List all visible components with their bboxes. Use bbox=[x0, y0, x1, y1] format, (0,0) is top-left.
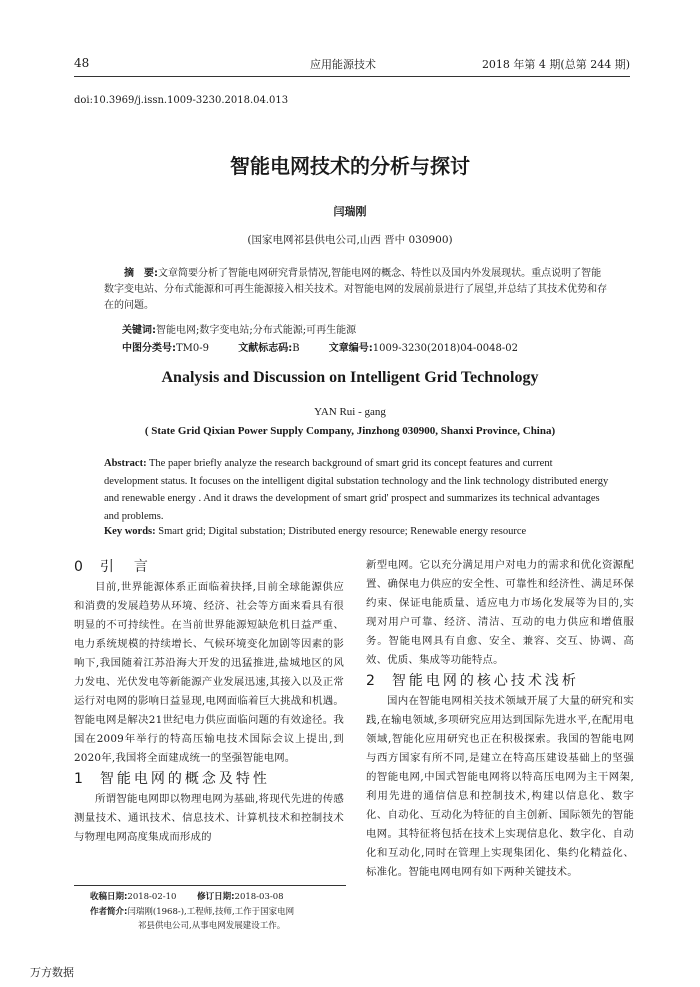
footnote-dates bbox=[90, 890, 284, 904]
english-abstract bbox=[104, 455, 609, 525]
section-0-number: 0 bbox=[74, 559, 86, 575]
section-1-continuation: 新型电网。它以充分满足用户对电力的需求和优化资源配置、确保电力供应的安全性、可靠性和经济性、满足环保约束、保证电能质量、适应电力市场化发展等为目的,实现对用户可靠、经济、清洁、互动的电力供应和增值服务。智能电网具有自愈、安全、兼容、交互、协调、高效、优质、集成等功能特点。 bbox=[366, 559, 634, 666]
footnote-bio bbox=[90, 905, 345, 933]
abstract-cn-text: 文章简要分析了智能电网研究背景情况,智能电网的概念、特性以及国内外发展现状。重点说明了智能数字变电站、分布式能源和可再生能源接入相关技术。对智能电网的发展前景进行了展望,并总结了其技术优势和存在的问题。 bbox=[104, 268, 608, 311]
article-no-label: 文章编号: bbox=[328, 343, 373, 354]
section-1-heading bbox=[74, 768, 344, 790]
right-column bbox=[366, 556, 634, 936]
bio-label: 作者简介: bbox=[90, 907, 128, 917]
affiliation: (国家电网祁县供电公司,山西 晋中 030900) bbox=[247, 234, 453, 246]
doc-code-label: 文献标志码: bbox=[238, 343, 293, 354]
doc-code-value: B bbox=[292, 343, 300, 354]
header-rule bbox=[74, 76, 630, 77]
abstract-cn-label: 摘 要: bbox=[124, 268, 158, 279]
section-1-title: 智能电网的概念及特性 bbox=[99, 771, 270, 787]
paper-title: 智能电网技术的分析与探讨 bbox=[230, 154, 470, 178]
journal-name: 应用能源技术 bbox=[310, 58, 376, 71]
author: 闫瑞刚 bbox=[333, 205, 367, 218]
revised-label: 修订日期: bbox=[197, 892, 235, 902]
issue-info: 2018 年第 4 期(总第 244 期) bbox=[481, 58, 630, 71]
keywords-cn-text: 智能电网;数字变电站;分布式能源;可再生能源 bbox=[156, 325, 357, 336]
english-affiliation: ( State Grid Qixian Power Supply Company, Jinzhong 030900, Shanxi Province, China) bbox=[144, 425, 556, 437]
section-2-paragraph: 国内在智能电网相关技术领域开展了大量的研究和实践,在输电领域,多项研究应用达到国际先进水平,在配用电领域,智能化应用研究也正在积极探索。我国的智能电网与西方国家有所不同,是建立在特高压建设基础上的坚强的智能电网,中国式智能电网将以特高压电网为主干网架,利用先进的通信信息和控制技术,构建以信息化、数字化、自动化、互动化为特征的自主创新、国际领先的智能电网。其特征将包括在技术上实现信息化、数字化、自动化和互动化,同时在管理上实现集团化、集约化精益化、标准化。智能电网电网有如下两种关键技术。 bbox=[366, 695, 634, 878]
revised-date: 2018-03-08 bbox=[234, 892, 284, 902]
received-label: 收稿日期: bbox=[90, 892, 128, 902]
keywords-cn bbox=[122, 321, 356, 336]
english-keywords-label: Key words: bbox=[104, 526, 156, 537]
section-1-number: 1 bbox=[74, 771, 86, 787]
abstract-cn bbox=[104, 266, 609, 314]
english-author: YAN Rui - gang bbox=[314, 406, 386, 418]
bio-line-2: 祁县供电公司,从事电网发展建设工作。 bbox=[138, 921, 286, 931]
english-abstract-label: Abstract: bbox=[104, 458, 147, 469]
clc-value: TM0-9 bbox=[176, 343, 210, 354]
left-column bbox=[74, 556, 344, 886]
doi[interactable]: doi:10.3969/j.issn.1009-3230.2018.04.013 bbox=[74, 95, 289, 106]
footnote-rule bbox=[74, 885, 346, 886]
keywords-cn-label: 关键词: bbox=[122, 325, 156, 336]
section-2-number: 2 bbox=[366, 673, 378, 689]
bio-line-1: 闫瑞刚(1968-),工程师,技师,工作于国家电网 bbox=[127, 907, 295, 917]
english-keywords-text: Smart grid; Digital substation; Distributed energy resource; Renewable energy resource bbox=[158, 526, 527, 537]
section-0-heading bbox=[74, 556, 344, 578]
section-0-paragraph: 目前,世界能源体系正面临着抉择,目前全球能源供应和消费的发展趋势从环境、经济、社会等方面来看具有很明显的不可持续性。在当前世界能源短缺危机日益严重、电力系统规模的持续增长、气候环境变化加剧等因素的影响下,我国随着江苏沿海大开发的迅猛推进,盐城地区的风力发电、光伏发电等新能源产业发展迅速,其接入以及正常运行对电网的影响日益显现,电网面临着巨大挑战和机遇。智能电网是解决21世纪电力供应面临问题的有效途径。我国在2009年举行的特高压输电技术国际会议上提出,到2020年,我国将全面建成统一的坚强智能电网。 bbox=[74, 581, 344, 764]
english-keywords bbox=[104, 526, 526, 537]
english-abstract-text: The paper briefly analyze the research background of smart grid its concept features and current development status. It focuses on the intelligent digital substation technology and the link technology distributed energy and renewable energy . And it draws the development of smart grid' prospect and summarizes its technical advantages and problems. bbox=[104, 458, 609, 522]
clc-label: 中图分类号: bbox=[122, 343, 176, 354]
page-number: 48 bbox=[74, 56, 90, 70]
footer-watermark: 万方数据 bbox=[30, 966, 74, 979]
section-2-title: 智能电网的核心技术浅析 bbox=[391, 673, 579, 689]
received-date: 2018-02-10 bbox=[127, 892, 177, 902]
section-1-paragraph: 所谓智能电网即以物理电网为基础,将现代先进的传感测量技术、通讯技术、信息技术、计算机技术和控制技术与物理电网高度集成而形成的 bbox=[74, 793, 344, 843]
section-0-title: 引 言 bbox=[99, 559, 151, 575]
english-title: Analysis and Discussion on Intelligent Grid Technology bbox=[161, 369, 539, 386]
article-no-value: 1009-3230(2018)04-0048-02 bbox=[372, 343, 518, 354]
section-2-heading bbox=[366, 670, 634, 692]
classification-line bbox=[122, 339, 544, 354]
